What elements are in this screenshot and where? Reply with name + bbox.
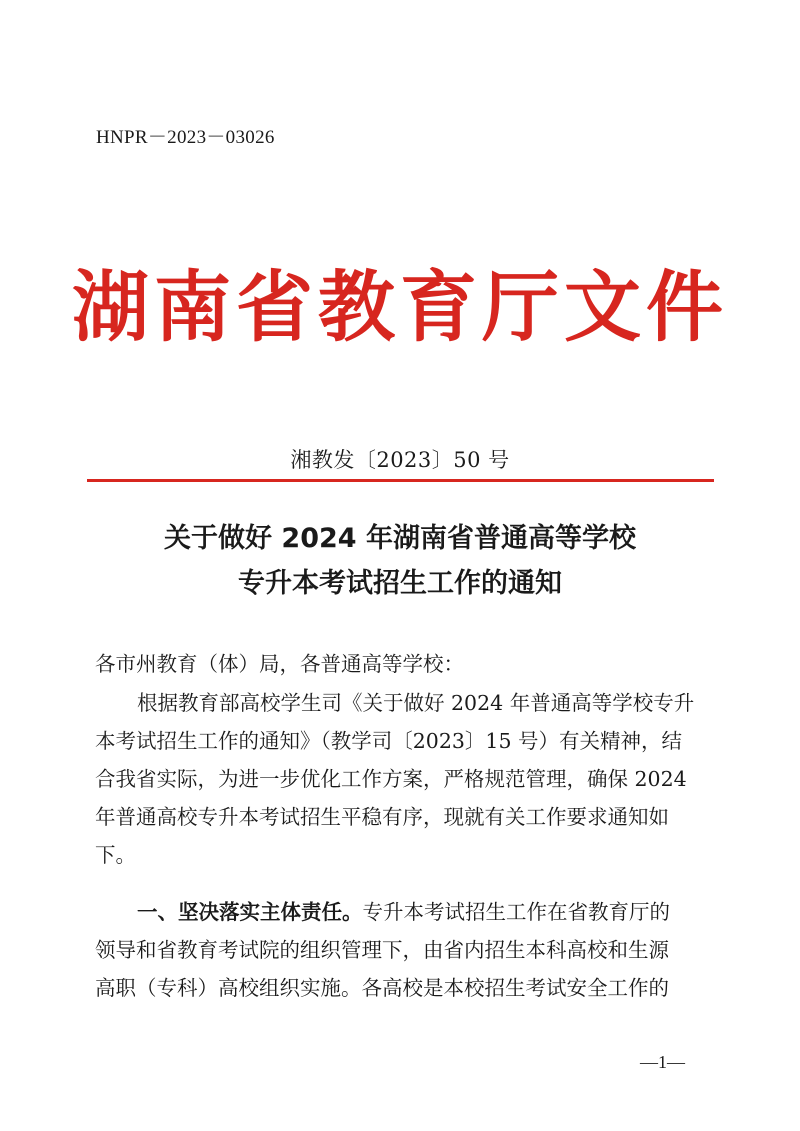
issuer-heading: 湖南省教育厅文件 bbox=[72, 264, 728, 353]
paragraph-line: 下。 bbox=[95, 843, 136, 867]
paragraph-line: 领导和省教育考试院的组织管理下，由省内招生本科高校和生源 bbox=[95, 938, 669, 962]
title-line: 关于做好 2024 年湖南省普通高等学校 bbox=[164, 523, 636, 554]
title-line: 专升本考试招生工作的通知 bbox=[238, 568, 562, 599]
paragraph-line: 年普通高校专升本考试招生平稳有序，现就有关工作要求通知如 bbox=[95, 805, 669, 829]
section-heading: 一、坚决落实主体责任。 bbox=[137, 900, 363, 924]
page-number: —1— bbox=[640, 1052, 685, 1072]
body-paragraph-2 bbox=[95, 893, 715, 1007]
body-paragraph-1 bbox=[95, 684, 715, 874]
document-number: 湘教发〔2023〕50 号 bbox=[290, 448, 510, 472]
paragraph-line: 高职（专科）高校组织实施。各高校是本校招生考试安全工作的 bbox=[95, 976, 669, 1000]
document-title bbox=[0, 516, 800, 606]
red-divider-line bbox=[87, 479, 714, 482]
paragraph-line bbox=[95, 893, 715, 931]
paragraph-line: 本考试招生工作的通知》（教学司〔2023〕15 号）有关精神，结 bbox=[95, 729, 683, 753]
paragraph-line: 根据教育部高校学生司《关于做好 2024 年普通高等学校专升 bbox=[137, 691, 695, 715]
paragraph-text: 专升本考试招生工作在省教育厅的 bbox=[362, 900, 670, 924]
paragraph-line: 合我省实际，为进一步优化工作方案，严格规范管理，确保 2024 bbox=[95, 767, 687, 791]
addressee: 各市州教育（体）局，各普通高等学校： bbox=[95, 652, 464, 676]
document-id: HNPR－2023－03026 bbox=[96, 127, 275, 148]
